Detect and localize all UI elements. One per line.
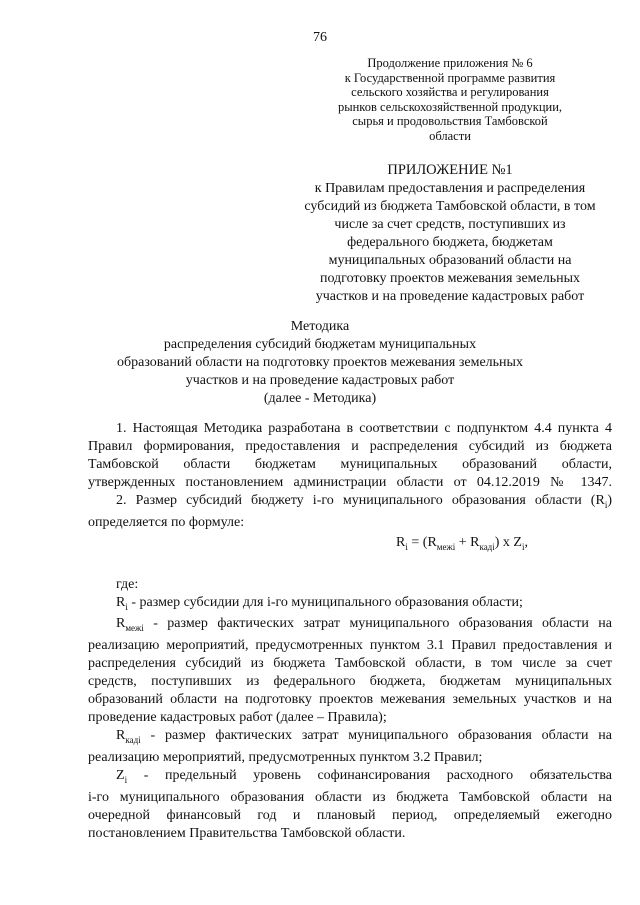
methodology-line: образований области на подготовку проектов межевания земельных — [117, 355, 523, 370]
methodology-line: распределения субсидий бюджетам муниципальных — [163, 337, 477, 352]
formula-symbol: R — [396, 534, 406, 550]
formula-text: + R — [455, 534, 480, 550]
continuation-line: сельского хозяйства и регулирования — [351, 85, 549, 99]
subscript: межі — [125, 623, 144, 634]
definition-line: проведение кадастровых работ (далее – Правила); — [88, 710, 387, 726]
subscript: i — [405, 541, 408, 552]
methodology-line: участков и на проведение кадастровых работ — [185, 373, 455, 388]
paragraph-line: определяется по формуле: — [88, 514, 245, 530]
definition-symbol: R — [116, 594, 126, 610]
paragraph-line: утвержденных постановлением администрации области от 04.12.2019 № 1347. — [88, 475, 612, 490]
definition-line — [88, 727, 612, 749]
definition-ri — [88, 594, 612, 616]
appendix-line: подготовку проектов межевания земельных — [319, 271, 581, 286]
definition-line: образований области на подготовку проектов межевания земельных участков и на — [88, 692, 612, 708]
formula — [88, 534, 612, 556]
document-body — [88, 420, 612, 843]
paragraph-1 — [88, 420, 612, 492]
paragraph-line: Правил формирования, предоставления и распределения субсидий из бюджета — [88, 439, 612, 454]
definition-line: реализацию мероприятий, предусмотренных пунктом 3.2 Правил; — [88, 749, 483, 765]
definition-symbol: R — [116, 728, 126, 744]
definition-line: реализацию мероприятий, предусмотренных пунктом 3.1 Правил предоставления и — [88, 638, 612, 654]
appendix-header — [300, 160, 600, 306]
paragraph-text: 2. Размер субсидий бюджету i-го муниципального образования области (R — [116, 493, 605, 508]
appendix-line: числе за счет средств, поступивших из — [334, 217, 566, 232]
appendix-line: к Правилам предоставления и распределения — [314, 181, 586, 196]
continuation-line: области — [429, 128, 471, 143]
definition-line: постановлением Правительства Тамбовской области. — [88, 825, 406, 841]
formula-text: ) x Z — [494, 534, 522, 550]
definition-symbol: R — [116, 616, 126, 632]
subscript: кадi — [479, 541, 495, 552]
definition-text: - размер субсидии для i-го муниципального образования области; — [127, 594, 523, 610]
subscript: i — [521, 541, 525, 552]
formula-text: , — [524, 534, 528, 550]
appendix-line: федерального бюджета, бюджетам — [347, 235, 553, 250]
subscript: i — [124, 774, 128, 785]
continuation-line: рынков сельскохозяйственной продукции, — [337, 99, 563, 114]
paragraph-text: ) — [607, 493, 612, 508]
definition-line: i-го муниципального образования области из бюджета Тамбовской области на — [88, 789, 612, 805]
appendix-heading: ПРИЛОЖЕНИЕ №1 — [387, 162, 513, 178]
subscript: кадi — [125, 734, 141, 745]
definition-text: - размер фактических затрат муниципального образования области на — [143, 616, 612, 632]
methodology-line: (далее - Методика) — [263, 391, 377, 406]
where-label: где: — [116, 576, 139, 592]
continuation-line: сырья и продовольствия Тамбовской — [352, 114, 548, 128]
definition-text: - предельный уровень софинансирования расходного обязательства — [127, 767, 612, 783]
definition-line — [88, 767, 612, 789]
continuation-line: к Государственной программе развития — [344, 70, 556, 85]
continuation-line: Продолжение приложения № 6 — [367, 56, 533, 70]
methodology-title: Методика — [290, 319, 350, 334]
paragraph-line: Тамбовской области бюджетам муниципальных образований области, — [88, 457, 612, 472]
continuation-note — [300, 56, 600, 143]
definition-z — [88, 767, 612, 843]
appendix-line: участков и на проведение кадастровых работ — [315, 289, 585, 304]
page-number: 76 — [313, 30, 327, 45]
appendix-line: субсидий из бюджета Тамбовской области, в том — [304, 199, 596, 214]
definition-line: очередной финансовый год и плановый период, определяемый ежегодно — [88, 807, 612, 823]
paragraph-2 — [88, 492, 612, 532]
methodology-title-block — [0, 318, 640, 408]
formula-text: = (R — [407, 534, 437, 550]
definition-symbol: Z — [116, 767, 125, 783]
subscript: i — [125, 601, 128, 612]
paragraph-line — [88, 492, 612, 514]
definition-line — [88, 615, 612, 637]
definition-r-kad — [88, 727, 612, 767]
definition-line: средств, поступивших из федерального бюджета, бюджетам муниципальных — [88, 674, 612, 690]
definition-r-mezh — [88, 615, 612, 727]
appendix-line: муниципальных образований области на — [328, 253, 572, 268]
subscript: межі — [436, 541, 456, 552]
subscript: i — [604, 499, 608, 510]
definition-line: распределения субсидий из бюджета Тамбовской области, в том числе за счет — [88, 656, 612, 672]
paragraph-line: 1. Настоящая Методика разработана в соответствии с подпунктом 4.4 пункта 4 — [116, 421, 612, 436]
definition-text: - размер фактических затрат муниципального образования области на — [140, 728, 612, 744]
